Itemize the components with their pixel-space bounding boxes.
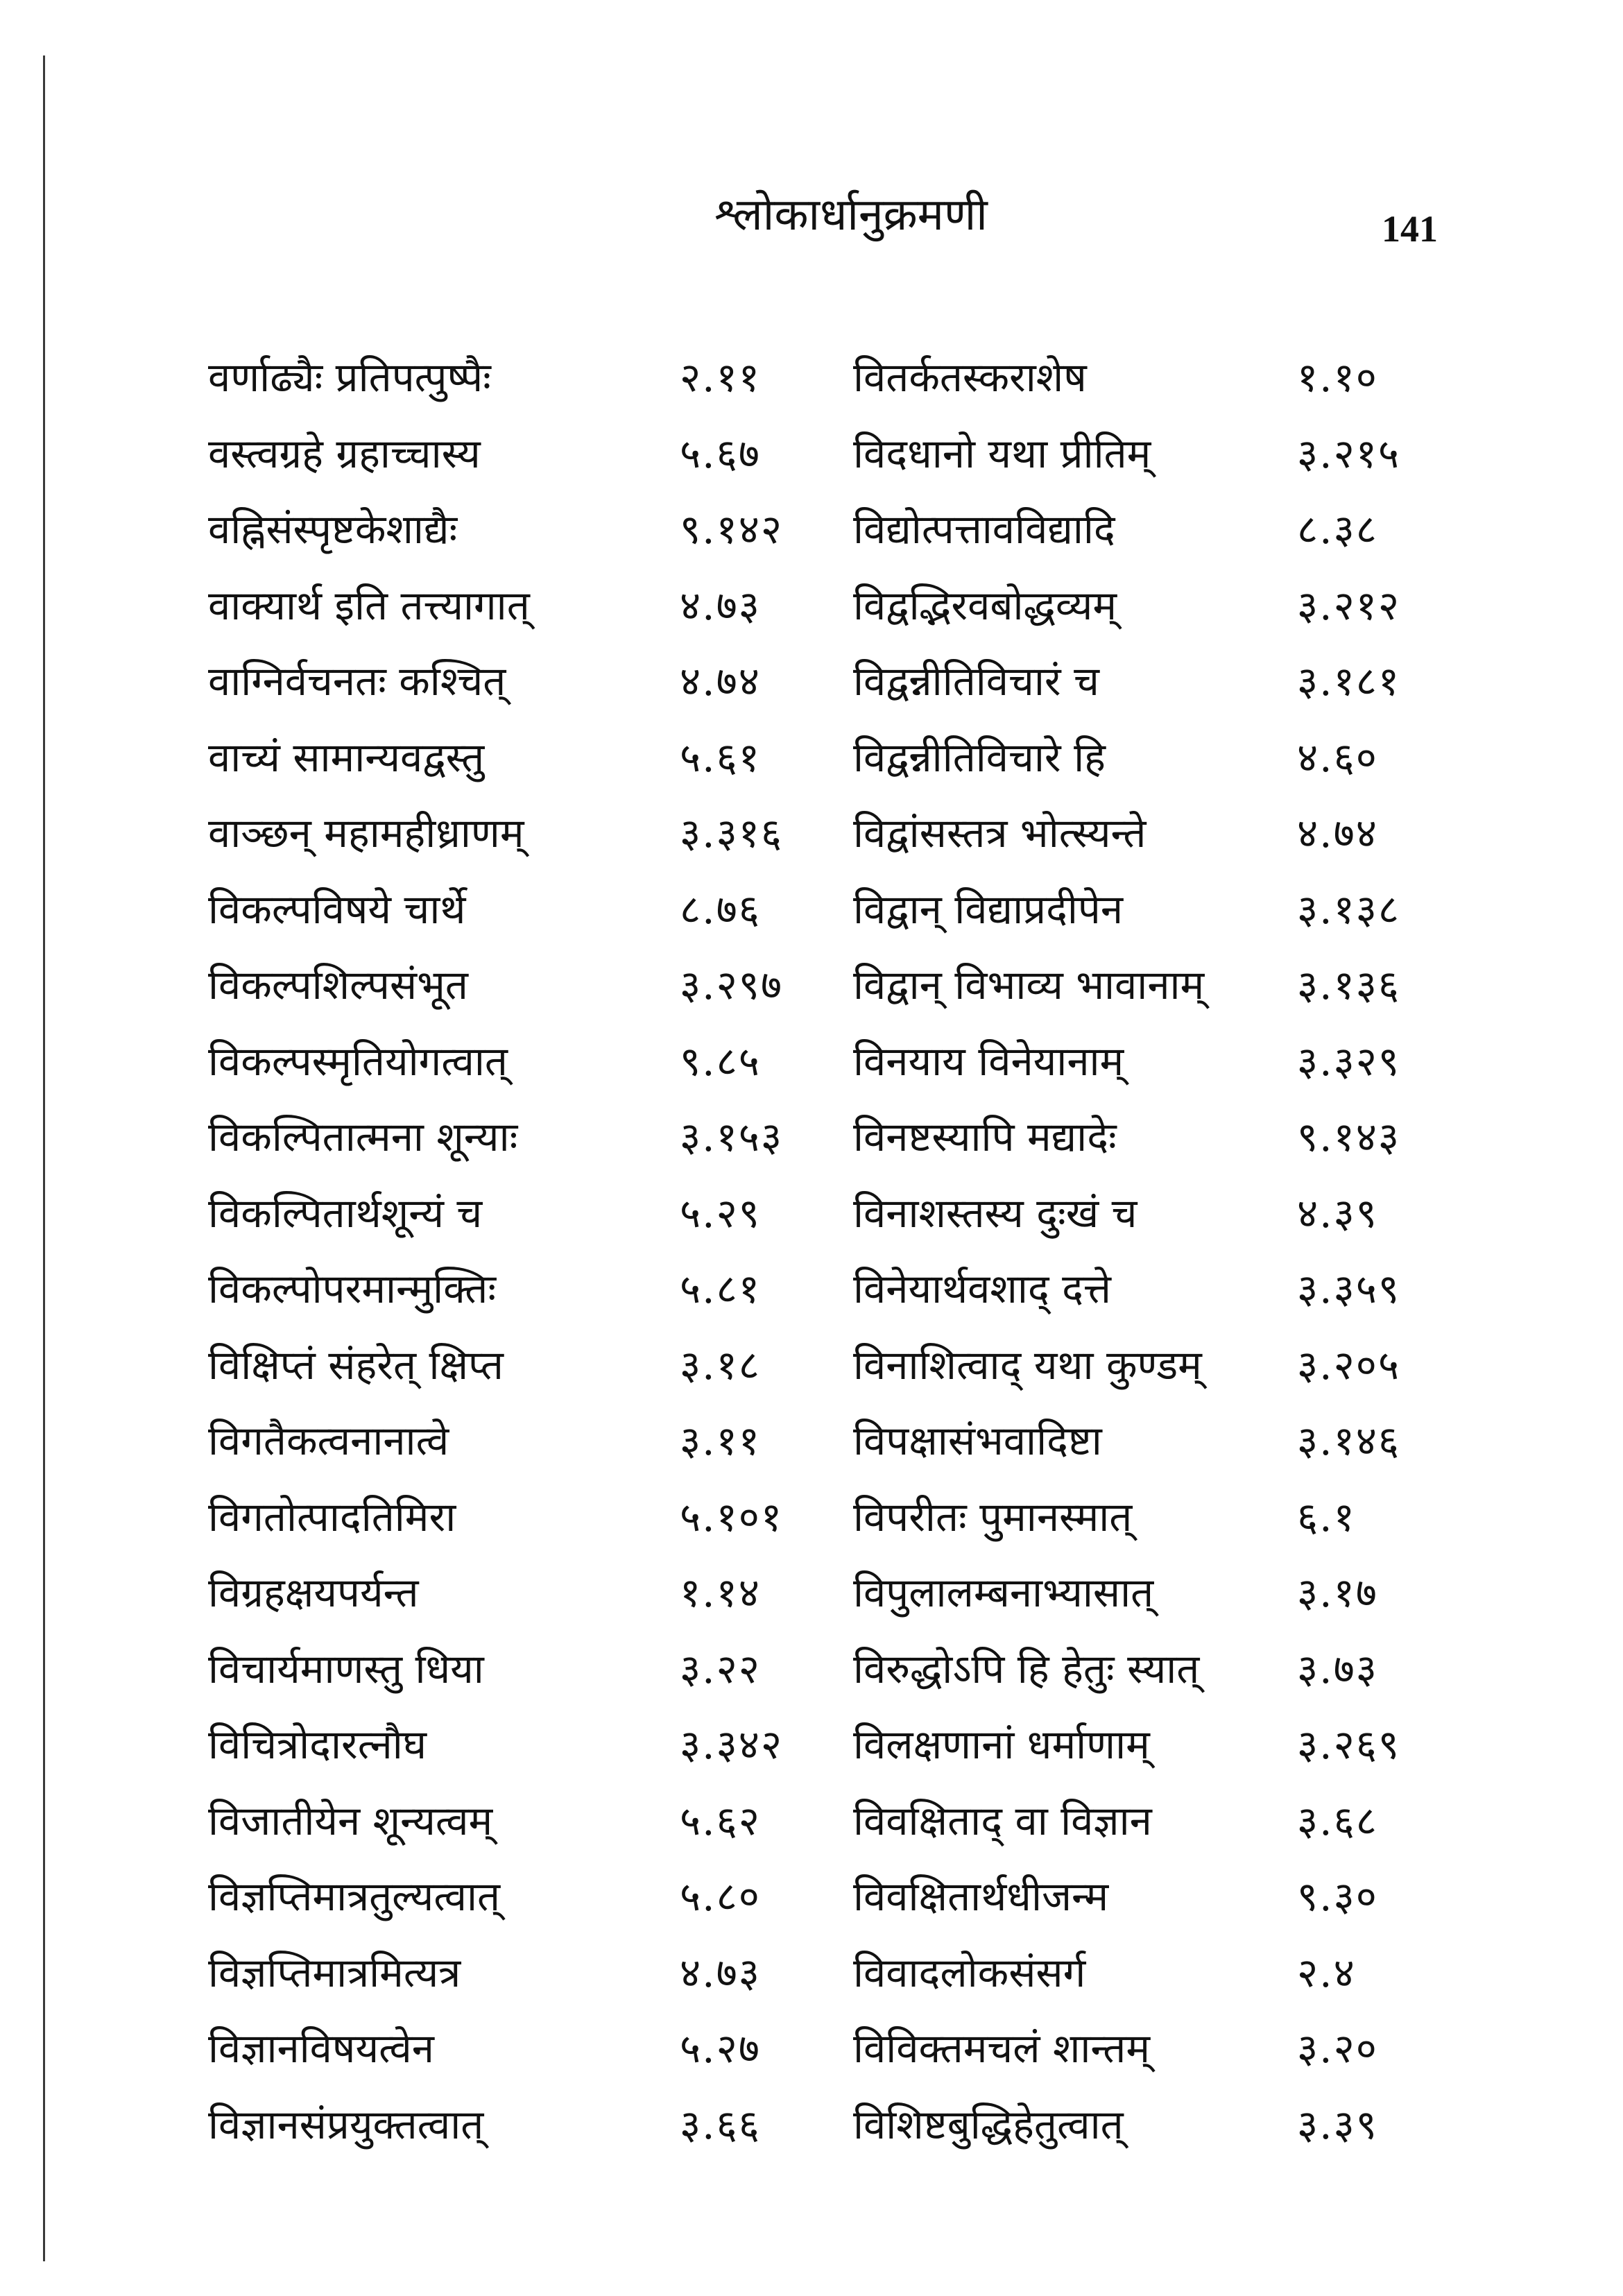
left-verse-ref: ५.२९ (680, 1189, 761, 1237)
index-row (208, 1099, 1498, 1176)
right-verse-ref: ३.१३८ (1297, 885, 1401, 933)
left-verse-head: वाक्यार्थ इति तत्त्यागात् (208, 581, 530, 629)
right-verse-head: विद्वान् विद्याप्रदीपेन (853, 885, 1124, 933)
left-verse-head: विग्रहक्षयपर्यन्त (208, 1569, 419, 1616)
index-row (208, 1403, 1498, 1480)
index-row (208, 1555, 1498, 1631)
left-verse-head: विज्ञानसंप्रयुक्तत्वात् (208, 2100, 484, 2148)
left-verse-ref: ३.३१६ (680, 809, 784, 857)
left-verse-head: विचार्यमाणस्तु धिया (208, 1645, 484, 1693)
index-row (208, 2011, 1498, 2087)
right-verse-ref: ३.२६९ (1297, 1721, 1401, 1768)
right-verse-ref: ८.३८ (1297, 506, 1378, 553)
right-verse-ref: ३.१७ (1297, 1569, 1378, 1616)
left-verse-head: वाच्यं सामान्यवद्वस्तु (208, 733, 485, 781)
right-verse-ref: ३.६८ (1297, 1797, 1378, 1844)
right-verse-head: विपक्षासंभवादिष्टा (853, 1417, 1102, 1464)
right-verse-head: विवक्षितार्थधीजन्म (853, 1873, 1109, 1920)
index-row (208, 796, 1498, 872)
left-verse-head: विचित्रोदारत्नौघ (208, 1721, 427, 1768)
left-verse-head: विकल्पोपरमान्मुक्तिः (208, 1265, 497, 1312)
left-verse-head: विक्षिप्तं संहरेत् क्षिप्त (208, 1341, 504, 1389)
left-verse-head: विज्ञप्तिमात्रमित्यत्र (208, 1948, 461, 1996)
left-verse-ref: ५.६७ (680, 429, 761, 477)
left-verse-ref: ५.८१ (680, 1265, 761, 1312)
index-row (208, 948, 1498, 1024)
right-verse-head: विनेयार्थवशाद् दत्ते (853, 1265, 1112, 1312)
right-verse-ref: ३.२० (1297, 2025, 1378, 2072)
right-verse-ref: ३.२१५ (1297, 429, 1401, 477)
right-verse-head: विदधानो यथा प्रीतिम् (853, 429, 1151, 477)
right-verse-ref: ४.३९ (1297, 1189, 1378, 1237)
index-row (208, 1328, 1498, 1404)
page-number: 141 (1382, 208, 1438, 250)
right-verse-head: विपरीतः पुमानस्मात् (853, 1493, 1133, 1541)
right-verse-head: विविक्तमचलं शान्तम् (853, 2025, 1151, 2072)
right-verse-ref: ३.३५९ (1297, 1265, 1401, 1312)
right-verse-ref: ६.१ (1297, 1493, 1356, 1541)
left-verse-ref: ९.८५ (680, 1037, 761, 1085)
right-verse-head: विनाशित्वाद् यथा कुण्डम् (853, 1341, 1202, 1389)
left-verse-head: विज्ञानविषयत्वेन (208, 2025, 434, 2072)
right-verse-head: विवादलोकसंसर्ग (853, 1948, 1086, 1996)
left-verse-head: विकल्पशिल्पसंभूत (208, 961, 468, 1009)
right-verse-ref: ३.१८१ (1297, 658, 1401, 705)
left-verse-head: विगतैकत्वनानात्वे (208, 1417, 449, 1464)
index-row (208, 872, 1498, 948)
left-verse-ref: ४.७३ (680, 1948, 761, 1996)
index-row (208, 644, 1498, 720)
right-verse-head: विनाशस्तस्य दुःखं च (853, 1189, 1137, 1237)
index-row (208, 1859, 1498, 1935)
verse-index-table (208, 340, 1498, 2163)
right-verse-head: विद्वन्नीतिविचारे हि (853, 733, 1106, 781)
index-row (208, 492, 1498, 568)
left-verse-ref: ३.३४२ (680, 1721, 784, 1768)
index-row (208, 568, 1498, 644)
right-verse-ref: ९.१४३ (1297, 1113, 1401, 1160)
index-row (208, 2087, 1498, 2164)
right-verse-ref: ३.१३६ (1297, 961, 1401, 1009)
right-verse-head: विपुलालम्बनाभ्यासात् (853, 1569, 1154, 1616)
left-verse-head: विगतोत्पादतिमिरा (208, 1493, 456, 1541)
left-verse-ref: ८.७६ (680, 885, 761, 933)
index-row (208, 1480, 1498, 1556)
right-verse-ref: ३.३२९ (1297, 1037, 1401, 1085)
left-verse-head: विकल्पस्मृतियोगत्वात् (208, 1037, 508, 1085)
right-verse-head: विद्वन्नीतिविचारं च (853, 658, 1099, 705)
right-verse-ref: ३.३९ (1297, 2100, 1378, 2148)
index-row (208, 1631, 1498, 1708)
left-verse-head: विजातीयेन शून्यत्वम् (208, 1797, 493, 1844)
right-verse-head: विवक्षिताद् वा विज्ञान (853, 1797, 1152, 1844)
left-verse-ref: १.१४ (680, 1569, 761, 1616)
right-verse-head: विलक्षणानां धर्माणाम् (853, 1721, 1150, 1768)
left-verse-ref: ९.१४२ (680, 506, 784, 553)
left-verse-ref: ४.७३ (680, 581, 761, 629)
index-row (208, 1251, 1498, 1328)
right-verse-head: विद्योत्पत्तावविद्यादि (853, 506, 1115, 553)
right-verse-head: विनयाय विनेयानाम् (853, 1037, 1124, 1085)
right-verse-ref: ३.७३ (1297, 1645, 1378, 1693)
left-verse-head: विकल्पितार्थशून्यं च (208, 1189, 483, 1237)
left-verse-head: वाञ्छन् महामहीध्राणम् (208, 809, 524, 857)
left-verse-ref: ३.११ (680, 1417, 761, 1464)
left-verse-ref: ३.२२ (680, 1645, 761, 1693)
right-verse-head: विद्वान् विभाव्य भावानाम् (853, 961, 1205, 1009)
index-row (208, 416, 1498, 492)
index-row (208, 1176, 1498, 1252)
index-row (208, 1024, 1498, 1100)
index-row (208, 1935, 1498, 2012)
left-verse-ref: ५.६१ (680, 733, 761, 781)
left-verse-ref: ३.६६ (680, 2100, 761, 2148)
running-head (0, 180, 1623, 264)
right-verse-ref: १.१० (1297, 354, 1378, 401)
left-verse-ref: ३.२९७ (680, 961, 784, 1009)
left-verse-ref: २.११ (680, 354, 761, 401)
right-verse-head: विनष्टस्यापि मद्यादेः (853, 1113, 1117, 1160)
right-verse-ref: ९.३० (1297, 1873, 1378, 1920)
left-verse-ref: ५.१०१ (680, 1493, 784, 1541)
right-verse-head: विरुद्धोऽपि हि हेतुः स्यात् (853, 1645, 1200, 1693)
left-verse-ref: ५.६२ (680, 1797, 761, 1844)
left-verse-head: विकल्पितात्मना शून्याः (208, 1113, 518, 1160)
left-verse-head: विज्ञप्तिमात्रतुल्यत्वात् (208, 1873, 501, 1920)
right-verse-head: वितर्कतस्कराशेष (853, 354, 1087, 401)
right-verse-head: विशिष्टबुद्धिहेतुत्वात् (853, 2100, 1124, 2148)
left-verse-ref: ३.१८ (680, 1341, 761, 1389)
right-verse-ref: ३.१४६ (1297, 1417, 1401, 1464)
left-verse-head: वर्णाढ्यैः प्रतिपत्पुष्पैः (208, 354, 491, 401)
left-verse-head: वह्निसंस्पृष्टकेशाद्यैः (208, 506, 458, 553)
index-row (208, 1707, 1498, 1783)
right-verse-ref: २.४ (1297, 1948, 1356, 1996)
right-verse-head: विद्वद्भिरवबोद्धव्यम् (853, 581, 1117, 629)
index-row (208, 720, 1498, 796)
index-row (208, 1783, 1498, 1860)
right-verse-head: विद्वांसस्तत्र भोत्स्यन्ते (853, 809, 1147, 857)
page-edge-rule (43, 55, 45, 2261)
left-verse-head: वाग्निर्वचनतः कश्चित् (208, 658, 506, 705)
left-verse-head: वस्त्वग्रहे ग्रहाच्चास्य (208, 429, 481, 477)
index-row (208, 340, 1498, 416)
left-verse-ref: ५.८० (680, 1873, 761, 1920)
right-verse-ref: ३.२१२ (1297, 581, 1401, 629)
left-verse-ref: ३.१५३ (680, 1113, 784, 1160)
left-verse-head: विकल्पविषये चार्थे (208, 885, 466, 933)
right-verse-ref: ४.७४ (1297, 809, 1378, 857)
right-verse-ref: ३.२०५ (1297, 1341, 1401, 1389)
running-title: श्लोकार्धानुक्रमणी (714, 189, 988, 241)
left-verse-ref: ५.२७ (680, 2025, 761, 2072)
right-verse-ref: ४.६० (1297, 733, 1378, 781)
left-verse-ref: ४.७४ (680, 658, 761, 705)
